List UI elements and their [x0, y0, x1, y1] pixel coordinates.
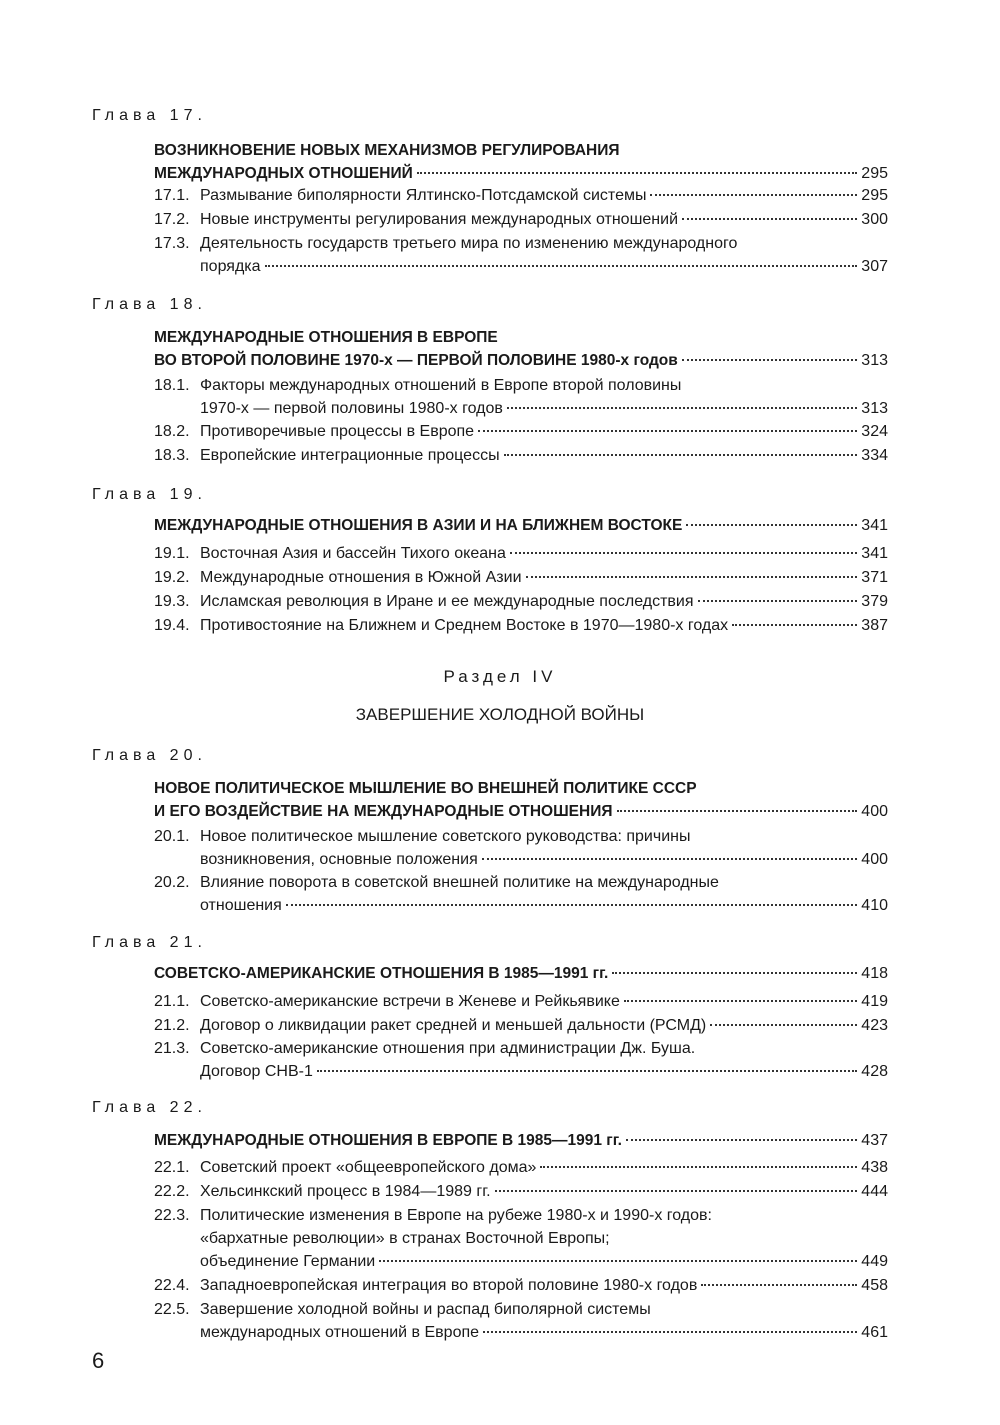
- dot-leader: [626, 1139, 857, 1141]
- page-ref: 410: [861, 897, 888, 914]
- entry-text: Исламская революция в Иране и ее международные последствия: [200, 593, 694, 610]
- page-ref: 379: [861, 593, 888, 610]
- entry-text: порядка: [200, 258, 261, 275]
- toc-line: [154, 1321, 888, 1344]
- dot-leader: [686, 524, 857, 526]
- chapter-title: [154, 139, 888, 185]
- entry-text: СОВЕТСКО-АМЕРИКАНСКИЕ ОТНОШЕНИЯ В 1985—1991 гг.: [154, 965, 609, 982]
- entry-text: Завершение холодной войны и распад биполярной системы: [200, 1301, 651, 1318]
- toc-line: [154, 590, 888, 613]
- entry-text: Международные отношения в Южной Азии: [200, 569, 522, 586]
- toc-line: [154, 326, 888, 349]
- page-ref: 438: [861, 1159, 888, 1176]
- chapter-label: Глава 19.: [92, 486, 207, 503]
- dot-leader: [624, 1000, 857, 1002]
- section-number: 18.1.: [154, 377, 190, 394]
- section-number: 17.3.: [154, 235, 190, 252]
- dot-leader: [504, 454, 858, 456]
- dot-leader: [617, 810, 858, 812]
- entry-text: Противоречивые процессы в Европе: [200, 423, 475, 440]
- page-ref: 400: [861, 851, 888, 868]
- section-number: 18.2.: [154, 423, 190, 440]
- dot-leader: [510, 552, 857, 554]
- toc-entry: [154, 444, 888, 467]
- page-ref: 313: [861, 400, 888, 417]
- section-number: 19.4.: [154, 617, 190, 634]
- chapter-label: Глава 17.: [92, 107, 207, 124]
- dot-leader: [650, 194, 857, 196]
- toc-line: [154, 542, 888, 565]
- entry-text: МЕЖДУНАРОДНЫЕ ОТНОШЕНИЯ В АЗИИ И НА БЛИЖНЕМ ВОСТОКЕ: [154, 517, 683, 534]
- section-number: 19.2.: [154, 569, 190, 586]
- entry-text: МЕЖДУНАРОДНЫЕ ОТНОШЕНИЯ В ЕВРОПЕ: [154, 329, 498, 346]
- page-ref: 295: [861, 165, 888, 182]
- toc-line: [154, 444, 888, 467]
- page-ref: 461: [861, 1324, 888, 1341]
- toc-entry: [154, 184, 888, 207]
- page-ref: 437: [861, 1132, 888, 1149]
- section-number: 22.1.: [154, 1159, 190, 1176]
- entry-text: отношения: [200, 897, 282, 914]
- section-number: 20.1.: [154, 828, 190, 845]
- page-number: 6: [92, 1348, 105, 1373]
- section-number: 17.2.: [154, 211, 190, 228]
- section-number: 22.3.: [154, 1207, 190, 1224]
- toc-entry: [154, 614, 888, 637]
- page-ref: 444: [861, 1183, 888, 1200]
- page-ref: 341: [861, 517, 888, 534]
- entry-text: Европейские интеграционные процессы: [200, 447, 500, 464]
- toc-line: [154, 255, 888, 278]
- section-number: 22.2.: [154, 1183, 190, 1200]
- section-number: 22.4.: [154, 1277, 190, 1294]
- toc-entry: [154, 1037, 888, 1083]
- toc-entry: [154, 1298, 888, 1344]
- toc-line: [154, 349, 888, 372]
- toc-line: [154, 420, 888, 443]
- entry-text: Размывание биполярности Ялтинско-Потсдамской системы: [200, 187, 647, 204]
- entry-text: И ЕГО ВОЗДЕЙСТВИЕ НА МЕЖДУНАРОДНЫЕ ОТНОШЕНИЯ: [154, 803, 613, 820]
- chapter-label: Глава 22.: [92, 1099, 207, 1116]
- entry-text: Договор СНВ-1: [200, 1063, 313, 1080]
- dot-leader: [682, 218, 857, 220]
- chapter-title: [154, 962, 888, 985]
- section-number: 21.1.: [154, 993, 190, 1010]
- dot-leader: [317, 1070, 857, 1072]
- dot-leader: [710, 1024, 857, 1026]
- toc-line: [154, 894, 888, 917]
- section-number: 22.5.: [154, 1301, 190, 1318]
- toc-line: [154, 1204, 888, 1227]
- dot-leader: [495, 1190, 858, 1192]
- entry-text: объединение Германии: [200, 1253, 376, 1270]
- toc-line: [154, 1180, 888, 1203]
- page-ref: 387: [861, 617, 888, 634]
- page-ref: 449: [861, 1253, 888, 1270]
- toc-line: [154, 825, 888, 848]
- entry-text: Советский проект «общеевропейского дома»: [200, 1159, 537, 1176]
- toc-line: [154, 871, 888, 894]
- section-number: 19.3.: [154, 593, 190, 610]
- dot-leader: [507, 407, 857, 409]
- chapter-title: [154, 514, 888, 537]
- toc-entry: [154, 871, 888, 917]
- toc-entry: [154, 232, 888, 278]
- dot-leader: [482, 858, 858, 860]
- dot-leader: [682, 359, 857, 361]
- toc-line: [154, 962, 888, 985]
- toc-line: [154, 614, 888, 637]
- toc-line: [154, 1060, 888, 1083]
- toc-line: [154, 139, 888, 162]
- toc-line: [154, 514, 888, 537]
- page-ref: 307: [861, 258, 888, 275]
- page-ref: 371: [861, 569, 888, 586]
- page-ref: 300: [861, 211, 888, 228]
- entry-text: Влияние поворота в советской внешней политике на международные: [200, 874, 719, 891]
- toc-line: [154, 184, 888, 207]
- section-number: 20.2.: [154, 874, 190, 891]
- entry-text: Договор о ликвидации ракет средней и меньшей дальности (РСМД): [200, 1017, 707, 1034]
- section-number: 17.1.: [154, 187, 190, 204]
- toc-entry: [154, 1014, 888, 1037]
- toc-entry: [154, 542, 888, 565]
- toc-line: [154, 990, 888, 1013]
- page-ref: 423: [861, 1017, 888, 1034]
- toc-entry: [154, 1274, 888, 1297]
- dot-leader: [286, 904, 858, 906]
- entry-text: Восточная Азия и бассейн Тихого океана: [200, 545, 506, 562]
- dot-leader: [417, 172, 858, 174]
- dot-leader: [379, 1260, 857, 1262]
- page-ref: 428: [861, 1063, 888, 1080]
- section-number: 19.1.: [154, 545, 190, 562]
- section-number: 18.3.: [154, 447, 190, 464]
- toc-line: [154, 1156, 888, 1179]
- entry-text: Новые инструменты регулирования международных отношений: [200, 211, 679, 228]
- page-ref: 334: [861, 447, 888, 464]
- entry-text: Советско-американские встречи в Женеве и Рейкьявике: [200, 993, 620, 1010]
- dot-leader: [732, 624, 857, 626]
- toc-line: [154, 1014, 888, 1037]
- entry-text: МЕЖДУНАРОДНЫЕ ОТНОШЕНИЯ В ЕВРОПЕ В 1985—1991 гг.: [154, 1132, 622, 1149]
- toc-line: [154, 1274, 888, 1297]
- chapter-label: Глава 21.: [92, 934, 207, 951]
- entry-text: Хельсинкский процесс в 1984—1989 гг.: [200, 1183, 491, 1200]
- entry-text: НОВОЕ ПОЛИТИЧЕСКОЕ МЫШЛЕНИЕ ВО ВНЕШНЕЙ ПОЛИТИКЕ СССР: [154, 780, 697, 797]
- dot-leader: [478, 430, 857, 432]
- chapter-title: [154, 1129, 888, 1152]
- section-title: ЗАВЕРШЕНИЕ ХОЛОДНОЙ ВОЙНЫ: [355, 705, 645, 724]
- toc-line: [154, 232, 888, 255]
- toc-entry: [154, 590, 888, 613]
- toc-entry: [154, 1204, 888, 1273]
- dot-leader: [483, 1331, 857, 1333]
- toc-line: [154, 397, 888, 420]
- toc-line: [154, 162, 888, 185]
- page-ref: 341: [861, 545, 888, 562]
- toc-line: [154, 848, 888, 871]
- entry-text: Противостояние на Ближнем и Среднем Востоке в 1970—1980-х годах: [200, 617, 729, 634]
- chapter-title: [154, 326, 888, 372]
- page-ref: 400: [861, 803, 888, 820]
- toc-line: [154, 374, 888, 397]
- entry-text: международных отношений в Европе: [200, 1324, 480, 1341]
- toc-line: [154, 566, 888, 589]
- entry-text: «бархатные революции» в странах Восточной Европы;: [200, 1230, 610, 1247]
- entry-text: Политические изменения в Европе на рубеже 1980-х и 1990-х годов:: [200, 1207, 712, 1224]
- entry-text: ВО ВТОРОЙ ПОЛОВИНЕ 1970-х — ПЕРВОЙ ПОЛОВИНЕ 1980-х годов: [154, 352, 678, 369]
- entry-text: Деятельность государств третьего мира по изменению международного: [200, 235, 738, 252]
- toc-line: [154, 1129, 888, 1152]
- entry-text: ВОЗНИКНОВЕНИЕ НОВЫХ МЕХАНИЗМОВ РЕГУЛИРОВАНИЯ: [154, 142, 620, 159]
- toc-line: [154, 1298, 888, 1321]
- section-number: 21.2.: [154, 1017, 190, 1034]
- entry-text: 1970-х — первой половины 1980-х годов: [200, 400, 503, 417]
- dot-leader: [701, 1284, 857, 1286]
- page-ref: 324: [861, 423, 888, 440]
- entry-text: Западноевропейская интеграция во второй половине 1980-х годов: [200, 1277, 698, 1294]
- dot-leader: [540, 1166, 857, 1168]
- chapter-label: Глава 18.: [92, 296, 207, 313]
- dot-leader: [265, 265, 858, 267]
- dot-leader: [612, 972, 857, 974]
- toc-line: [154, 1227, 888, 1250]
- entry-text: Новое политическое мышление советского руководства: причины: [200, 828, 691, 845]
- page-ref: 313: [861, 352, 888, 369]
- entry-text: Факторы международных отношений в Европе второй половины: [200, 377, 682, 394]
- page-ref: 418: [861, 965, 888, 982]
- toc-line: [154, 800, 888, 823]
- toc-line: [154, 1250, 888, 1273]
- entry-text: возникновения, основные положения: [200, 851, 478, 868]
- page-ref: 295: [861, 187, 888, 204]
- toc-entry: [154, 208, 888, 231]
- toc-entry: [154, 1156, 888, 1179]
- chapter-title: [154, 777, 888, 823]
- entry-text: МЕЖДУНАРОДНЫХ ОТНОШЕНИЙ: [154, 165, 413, 182]
- toc-entry: [154, 1180, 888, 1203]
- section-number: 21.3.: [154, 1040, 190, 1057]
- dot-leader: [698, 600, 858, 602]
- section-label: Раздел IV: [443, 667, 557, 686]
- page-ref: 458: [861, 1277, 888, 1294]
- toc-entry: [154, 420, 888, 443]
- toc-entry: [154, 566, 888, 589]
- toc-entry: [154, 374, 888, 420]
- toc-entry: [154, 825, 888, 871]
- toc-line: [154, 208, 888, 231]
- toc-entry: [154, 990, 888, 1013]
- entry-text: Советско-американские отношения при администрации Дж. Буша.: [200, 1040, 696, 1057]
- toc-line: [154, 777, 888, 800]
- toc-line: [154, 1037, 888, 1060]
- chapter-label: Глава 20.: [92, 747, 207, 764]
- page-ref: 419: [861, 993, 888, 1010]
- dot-leader: [526, 576, 858, 578]
